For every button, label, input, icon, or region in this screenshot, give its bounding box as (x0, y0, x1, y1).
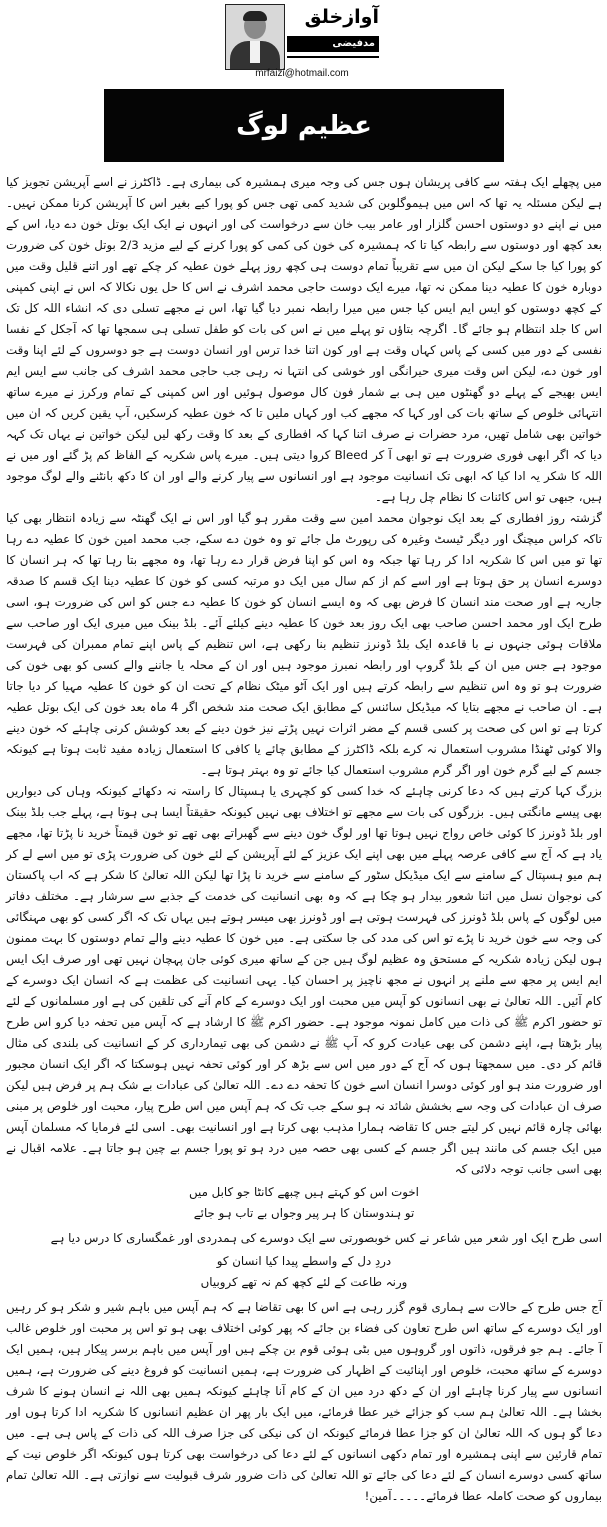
verse-line: ورنہ طاعت کے لئے کچھ کم نہ تھے کروبیاں (200, 1275, 408, 1289)
paragraph-3: بزرگ کہا کرتے ہیں کہ دعا کرنی چاہئے کہ خدا کسی کو کچہری یا ہسپتال کا راستہ نہ دکھائے کیونکہ وہاں کی دیواریں بھی پیسے مانگتی ہیں۔ بزرگوں کی بات سے مجھے تو اختلاف بھی نہیں کیونکہ حقیقتاً ایسا ہی ہوتا ہے، پہلے جب بلڈ بینک اور بلڈ ڈونرز کا کوئی خاص رواج نہیں ہوتا تھا اور لوگ خون دینے سے گھبراتے بھی تھے تو خون قیمتاً خرید نا پڑتا تھا، مجھے یاد ہے کہ آج سے کافی عرصہ پہلے میں بھی اپنے ایک عزیز کے لئے آپریشن کے لئے خون کی ضرورت پڑی تو میں اسے لے کر ہم میو ہسپتال کے سامنے سے ایک میڈیکل سٹور کے سامنے سے خرید نا پڑا تھا لیکن اللہ تعالیٰ کا شکر ہے کہ اب پاکستان کی نوجوان نسل میں اتنا شعور بیدار ہو چکا ہے کہ وہ بھی انسانیت کی خدمت کے جذبے سے سرشار ہے۔ مختلف دفاتر میں لوگوں کے پاس بلڈ ڈونرز کی فہرست ہوتی ہے اور ڈونرز بھی میسر ہوتے ہیں یہاں تک کہ اگر کسی کو بھی مہنگائی کی وجہ سے خون خرید نا پڑے تو اس کی مدد کی جا سکتی ہے۔ میں خون کا عطیہ دینے والے تمام دوستوں کا بہت ممنون ہوں لیکن زیادہ شکریہ کے مستحق وہ عظیم لوگ ہیں جن کے ساتھ میری کوئی جان پہچان نہیں تھی اور صرف ایک ایس ایم ایس پر مجھ سے ملنے پر انہوں نے مجھ ناچیز پر احسان کیا۔ یہی انسانیت کی عظمت ہے کہ انسان ایک دوسرے کے کام آئیں۔ اللہ تعالیٰ نے بھی انسانوں کو آپس میں محبت اور ایک دوسرے کے کام آنے کی تلقین کی ہے اور مسلمانوں کے لئے تو حضور اکرم ﷺ کی ذات میں کامل نمونہ موجود ہے۔ حضور اکرم ﷺ کا ارشاد ہے کہ آپس میں تحفہ دیا کرو اس طرح پیار بڑھتا ہے، اپنے دشمن کی بھی عیادت کرو کہ آپ ﷺ نے دشمن کی بھی تیمارداری کر کے انسانیت کی بلندی کی مثال قائم کر دی۔ میں سمجھتا ہوں کہ آج کے دور میں اس سے بڑھ کر اور کوئی تحفہ نہیں ہوسکتا کہ اگر ایک انسان مجبور اور ضرورت مند ہو اور کوئی دوسرا انسان اسے خون کا تحفہ دے دے۔ اللہ تعالیٰ کی عبادات بے شک ہم پر فرض ہیں لیکن صرف ان عبادات کی وجہ سے بخشش شائد نہ ہو سکے جب تک کہ ہم آپس میں اس طرح پیار، محبت اور خلوص پر مبنی بھائی چارہ قائم نہیں کر لیتے جس کا تقاضہ ہمارا مذہب بھی کرتا ہے اور انسانیت بھی۔ اسی لئے فرمایا کہ مسلمان آپس میں ایک جسم کی مانند ہیں اگر جسم کے کسی بھی حصہ میں درد ہو تو پورا جسم بے چین ہو جاتا ہے۔ علامہ اقبال نے بھی اسی جانب توجہ دلائی کہ (6, 784, 602, 1176)
verse-1 (6, 1182, 602, 1224)
title-banner (104, 89, 504, 162)
author-photo (225, 4, 285, 70)
paragraph-2: گزشتہ روز افطاری کے بعد ایک نوجوان محمد امین سے وقت مقرر ہو گیا اور اس نے ایک گھنٹہ سے زیادہ انتظار بھی کیا تاکہ کراس میچنگ اور دیگر ٹیسٹ وغیرہ کی رپورٹ مل جائے تو وہ خون دے سکے، جب محمد امین خون کا عطیہ دے رہا تھا تو میں اس کا شکریہ ادا کر رہا تھا جبکہ وہ اس کو اپنا فرض قرار دے رہا تھا، وہ مجھے بتا رہا تھا کہ ہر انسان کا دوسرے انسان پر حق ہوتا ہے اور اسے کم از کم سال میں ایک دو مرتبہ کسی کو خون کا عطیہ دینا ایک قسم کا صدقہ جاریہ ہے اور صحت مند انسان کا فرض بھی کہ وہ ایسے انسان کو خون کا عطیہ دے جس کو اس کی ضرورت ہو، اسی طرح ایک اور محمد احسن صاحب بھی ایک روز بعد خون کا عطیہ دینے کیلئے آئے۔ بلڈ بینک میں میری ایک اور صاحب سے ملاقات ہوئی جنہوں نے با قاعدہ ایک بلڈ ڈونرز تنظیم بنا رکھی ہے، اس تنظیم کے پاس اپنے تمام ممبران کی فہرست موجود ہے جس میں ان کے بلڈ گروپ اور رابطہ نمبرز موجود ہیں اور ان کے محلہ یا جاننے والے کسی کو بھی خون کی ضرورت ہو تو وہ اس تنظیم سے رابطہ کرتے ہیں اور ایک آٹو میٹک نظام کے تحت ان کو خون کا عطیہ مہیا کر دیا جاتا ہے۔ ان صاحب نے مجھے بتایا کہ میڈیکل سائنس کے مطابق ایک صحت مند شخص اگر 4 ماہ بعد خون کی ایک بوتل عطیہ کرتا ہے تو اس کی صحت پر کسی قسم کے مضر اثرات نہیں پڑتے نیز خون دینے کے بعد کوشش کرنی چاہئے کہ خون دینے والا کوئی ٹھنڈا مشروب استعمال نہ کرے بلکہ ڈاکٹرز کے مطابق چائے یا کافی کا استعمال زیادہ مفید ثابت ہوتا ہے کیونکہ جسم کے لیے گرم خون اور اگر گرم مشروب استعمال کیا جائے تو وہ بہتر ہوتا ہے۔ (6, 511, 602, 777)
author-email: mrfaizi@hotmail.com (255, 68, 349, 79)
author-photo-hair (243, 11, 267, 21)
article-title: عظیم لوگ (236, 110, 372, 141)
paragraph-4: اسی طرح ایک اور شعر میں شاعر نے کس خوبصورتی سے ایک دوسرے کی ہمدردی اور غمگساری کا درس دیا ہے (50, 1231, 602, 1245)
author-photo-shirt (250, 41, 260, 63)
verse-2 (6, 1251, 602, 1293)
paragraph-1: میں پچھلے ایک ہفتہ سے کافی پریشان ہوں جس کی وجہ میری ہمشیرہ کی بیماری ہے۔ ڈاکٹرز نے اسے آپریشن تجویز کیا ہے لیکن مسئلہ یہ تھا کہ اس میں ہیموگلوبن کی شدید کمی تھی جس کو پورا کیے بغیر اس کا آپریشن کرنا ممکن نہیں۔ میں نے اپنے دو دوستوں احسن گلزار اور عامر بیب خان سے درخواست کی اور انہوں نے ایک ایک بوتل خون دے دیا، اس کے بعد کچھ اور دوستوں سے رابطہ کیا تا کہ ہمشیرہ کی خون کی کمی کو پورا کرنے کے لیے مزید 2/3 بوتل خون کی ضرورت کو پورا کیا جا سکے لیکن ان میں سے تقریباً تمام دوست ہی کچھ روز پہلے خون عطیہ کر چکے تھے اور اتنے قلیل وقت میں دوبارہ خون کا عطیہ دینا ممکن نہ تھا، میرے ایک دوست حاجی محمد اشرف نے اس کا حل یوں نکالا کہ اس نے اپنی کمپنی کے کچھ دوستوں کو ایس ایم ایس کیا جس میں میرا رابطہ نمبر دیا گیا تھا، اس نے مجھے تسلی دی کہ انشاء اللہ کل تک اس کا جلد انتظام ہو جائے گا۔ اگرچہ بتاؤں تو پہلے میں نے اس کی بات کو طفل تسلی ہی سمجھا تھا کہ آجکل کے نفسا نفسی کے دور میں کسی کے پاس کہاں وقت ہے اور کون اتنا خدا ترس اور انسان دوست ہے جو دوسروں کے لئے اپنا وقت اور خون دے، لیکن اس وقت میری حیرانگی اور خوشی کی انتہا نہ رہی جب حاجی محمد اشرف کی جانب سے ایس ایم ایس بھیجے کے پہلے دو گھنٹوں میں ہی بے شمار فون کال موصول ہوئیں اور اس کمپنی کے تمام ورکرز نے میرے ساتھ انتہائی خلوص کے ساتھ بات کی اور کہا کہ مجھے کب اور کہاں ملیں تا کہ خون عطیہ کرسکیں، آپ یقین کریں کہ ان میں خواتین بھی شامل تھیں، مرد حضرات نے صرف اتنا کہا کہ افطاری کے بعد کا وقت رکھ لیں لیکن خواتین نے یہاں تک کہہ دیا کہ اگر ابھی فوری ضرورت ہے تو ابھی آ کر Bleed کروا دیتی ہیں۔ میرے پاس شکریہ کے الفاظ کم پڑ گئے اور میں نے اللہ کا شکر یہ ادا کیا کہ ابھی تک انسانیت موجود ہے اور انسانوں سے پیار کرنے والے اور ان کا دکھ بانٹنے والے لوگ موجود ہیں، جبھی تو اس کائنات کا نظام چل رہا ہے۔ (6, 175, 602, 504)
paragraph-5: آج جس طرح کے حالات سے ہماری قوم گزر رہی ہے اس کا بھی تقاضا ہے کہ ہم آپس میں باہم شیر و شکر ہو کر رہیں اور ایک دوسرے کے ساتھ اس طرح تعاون کی فضاء بن جائے کہ پھر کوئی اختلاف بھی ہو تو اس پر محبت اور خلوص غالب آ جائے۔ ہم جو فرقوں، ذاتوں اور گروہوں میں بٹی ہوئی قوم بن چکے ہیں اور آپس میں باہم برسر پیکار ہیں، ہمیں ایک دوسرے کے ساتھ محبت، خلوص اور اپنائیت کے اظہار کی ضرورت ہے، ہمیں انسانیت کو فروغ دینے کی ضرورت ہے، ہمیں انسانوں سے پیار کرنا چاہئے اور ان کے دکھ درد میں ان کے کام آنا چاہئے کیونکہ ہمیں بھی اللہ نے انسان ہونے کا شرف بخشا ہے۔ اللہ تعالیٰ ہم سب کو جزائے خیر عطا فرمائے، میں ایک بار پھر ان عظیم انسانوں کا شکریہ ادا کرتا ہوں اور دعا گو ہوں کہ اللہ تعالیٰ ان کو جزا عطا فرمائے کیونکہ ان کی نیکی کی جزا صرف اللہ کی ذات کے پاس ہی ہے۔ میں تمام قارئین سے اپنی ہمشیرہ اور تمام دکھی انسانوں کے لئے دعا کی درخواست بھی کرتا ہوں کیونکہ اگر خلوص نیت کے ساتھ کسی دوسرے انسان کے لئے دعا کی جائے تو اللہ تعالیٰ کی ذات ضرور شرف قبولیت سے نوازتی ہے۔ اللہ تعالیٰ تمام بیماروں کو صحت کاملہ عطا فرمائے۔۔۔۔۔آمین! (6, 1300, 602, 1503)
article-body (6, 172, 602, 1507)
verse-line: اخوت اس کو کہتے ہیں چبھے کانٹا جو کابل میں (189, 1185, 419, 1199)
column-brand: آوازخلق (304, 6, 379, 28)
header-rule (287, 56, 379, 58)
verse-line: دردِ دل کے واسطے پیدا کیا انسان کو (216, 1254, 392, 1268)
author-name: مدفیضی (287, 36, 379, 52)
verse-line: تو ہندوستان کا ہر پیر وجواں بے تاب ہو جائے (193, 1206, 415, 1220)
column-header (223, 2, 381, 78)
